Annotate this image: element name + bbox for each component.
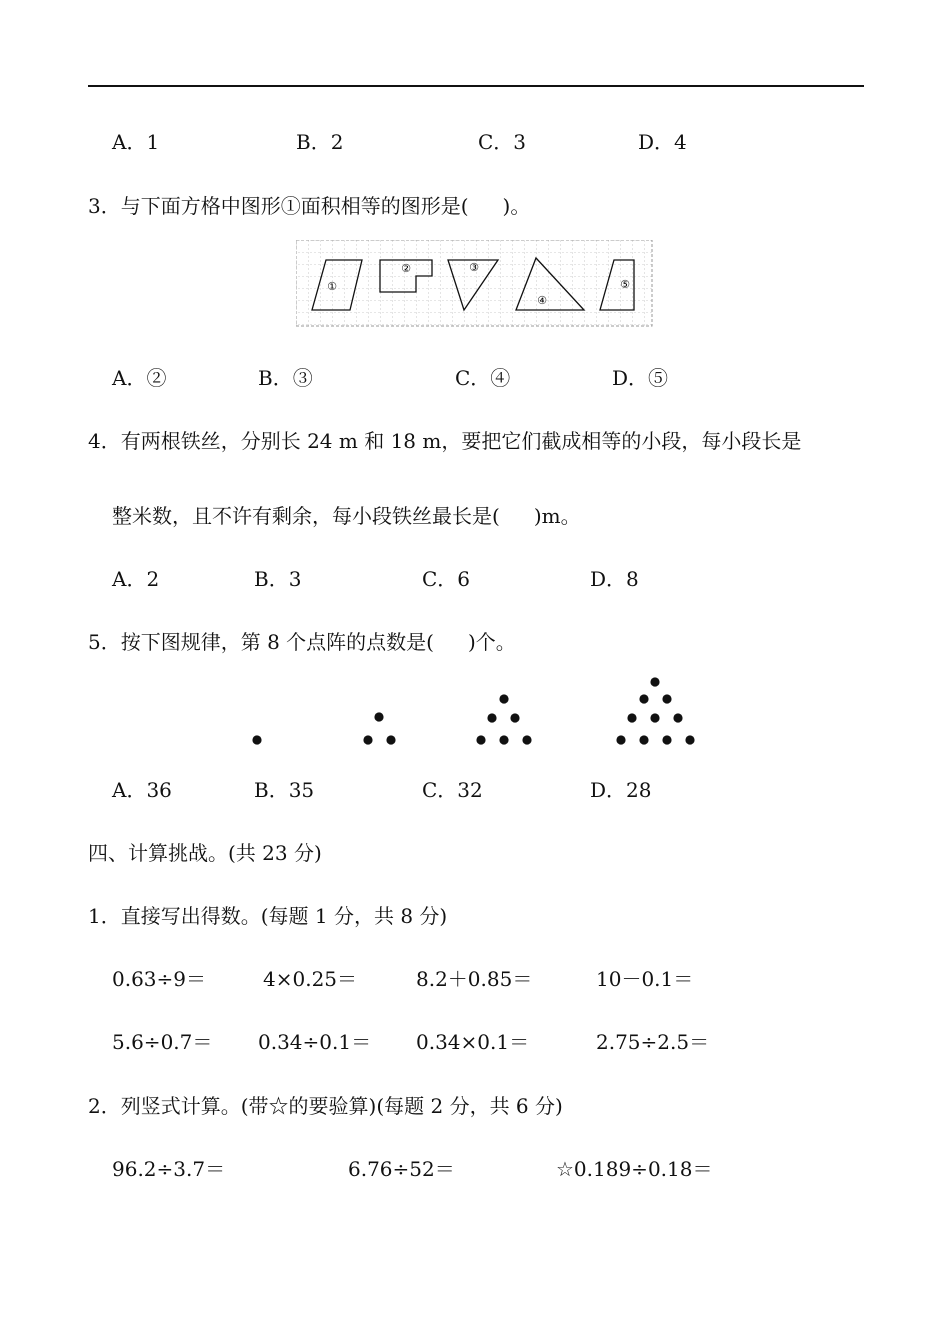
vertical-calc-1[interactable]: 96.2÷3.7＝ (112, 1157, 226, 1181)
calc-r2-2[interactable]: 0.34÷0.1＝ (258, 1030, 372, 1054)
q5-stem-after: )个。 (467, 630, 516, 654)
q2-option-b[interactable]: B．2 (296, 130, 344, 154)
calc-r1-4[interactable]: 10－0.1＝ (596, 967, 694, 991)
q5-option-c[interactable]: C．32 (422, 778, 483, 802)
calc-r2-1[interactable]: 5.6÷0.7＝ (112, 1030, 213, 1054)
q5-option-d[interactable]: D．28 (590, 778, 652, 802)
q5-option-b[interactable]: B．35 (254, 778, 315, 802)
q3-option-b[interactable]: B．③ (258, 366, 313, 390)
q2-option-c[interactable]: C．3 (478, 130, 527, 154)
shape-5-label: ⑤ (620, 278, 630, 291)
q4-option-c[interactable]: C．6 (422, 567, 471, 591)
part1-title: 1．直接写出得数。(每题 1 分，共 8 分) (88, 904, 448, 928)
dot-pattern-3 (476, 694, 531, 744)
shape-4-label: ④ (537, 294, 547, 307)
q4-stem-line2 (112, 506, 581, 526)
calc-r1-1[interactable]: 0.63÷9＝ (112, 967, 207, 991)
q5-dot-patterns (240, 670, 710, 754)
q3-option-d[interactable]: D．⑤ (612, 366, 669, 390)
q5-stem (88, 632, 516, 652)
section4-title: 四、计算挑战。(共 23 分) (88, 841, 322, 865)
part2-title: 2．列竖式计算。(带☆的要验算)(每题 2 分，共 6 分) (88, 1094, 563, 1118)
shape-1-label: ① (327, 280, 337, 293)
shape-3-label: ③ (469, 261, 479, 274)
q3-option-c[interactable]: C．④ (455, 366, 511, 390)
q5-option-a[interactable]: A．36 (112, 778, 172, 802)
calc-r2-4[interactable]: 2.75÷2.5＝ (596, 1030, 710, 1054)
q4-stem-before: 整米数，且不许有剩余，每小段铁丝最长是( (112, 504, 500, 528)
dot-pattern-4 (616, 677, 694, 744)
q3-option-a[interactable]: A．② (112, 366, 167, 390)
q2-option-d[interactable]: D．4 (638, 130, 687, 154)
calc-r1-3[interactable]: 8.2＋0.85＝ (416, 967, 533, 991)
q3-stem (88, 196, 530, 216)
header-rule (88, 85, 864, 87)
q2-option-a[interactable]: A．1 (112, 130, 160, 154)
q3-stem-before: 3．与下面方格中图形①面积相等的图形是( (88, 194, 469, 218)
vertical-calc-2[interactable]: 6.76÷52＝ (348, 1157, 455, 1181)
q3-stem-after: )。 (502, 194, 531, 218)
q4-option-d[interactable]: D．8 (590, 567, 639, 591)
q3-grid-figure (296, 240, 654, 328)
q4-option-a[interactable]: A．2 (112, 567, 160, 591)
calc-r1-2[interactable]: 4×0.25＝ (263, 967, 358, 991)
shape-2-label: ② (401, 262, 411, 275)
dot-pattern-2 (363, 712, 395, 744)
dot-pattern-1 (252, 735, 261, 744)
q4-option-b[interactable]: B．3 (254, 567, 302, 591)
q4-stem-line1: 4．有两根铁丝，分别长 24 m 和 18 m，要把它们截成相等的小段，每小段长是 (88, 429, 802, 453)
q4-stem-after: )m。 (533, 504, 581, 528)
vertical-calc-3[interactable]: ☆0.189÷0.18＝ (556, 1157, 713, 1181)
calc-r2-3[interactable]: 0.34×0.1＝ (416, 1030, 530, 1054)
q5-stem-before: 5．按下图规律，第 8 个点阵的点数是( (88, 630, 434, 654)
grid-background (296, 240, 652, 326)
